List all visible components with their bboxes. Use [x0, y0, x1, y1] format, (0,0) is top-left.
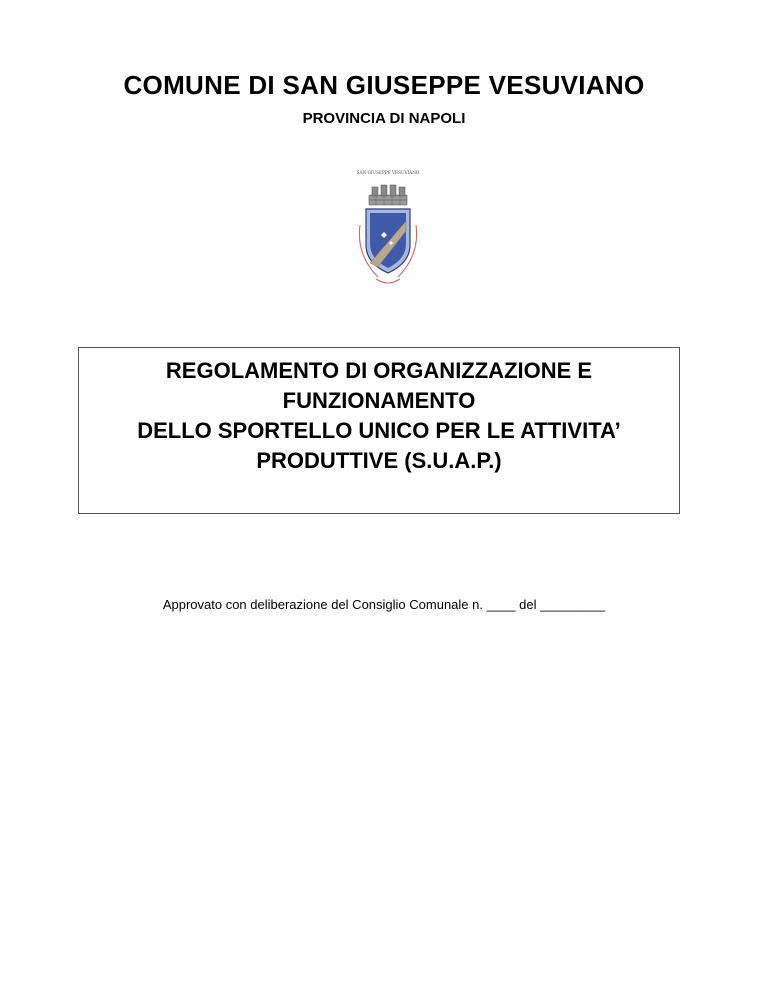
- shield-icon: [366, 209, 410, 273]
- document-title-line: PRODUTTIVE (S.U.A.P.): [256, 448, 502, 473]
- document-title-line: REGOLAMENTO DI ORGANIZZAZIONE E: [165, 358, 593, 383]
- approval-note: Approvato con deliberazione del Consiglio Comunale n. ____ del _________: [162, 597, 606, 612]
- page-title: COMUNE DI SAN GIUSEPPE VESUVIANO: [123, 70, 645, 100]
- crown-icon: [369, 185, 407, 205]
- document-title-box: [78, 347, 680, 514]
- coat-of-arms-icon: [336, 165, 440, 295]
- page-subtitle: PROVINCIA DI NAPOLI: [302, 110, 466, 127]
- crest-ribbon-text: SAN GIUSEPPE VESUVIANO: [356, 170, 420, 175]
- document-title-line: DELLO SPORTELLO UNICO PER LE ATTIVITA’: [137, 418, 621, 443]
- document-title-line: FUNZIONAMENTO: [282, 388, 476, 413]
